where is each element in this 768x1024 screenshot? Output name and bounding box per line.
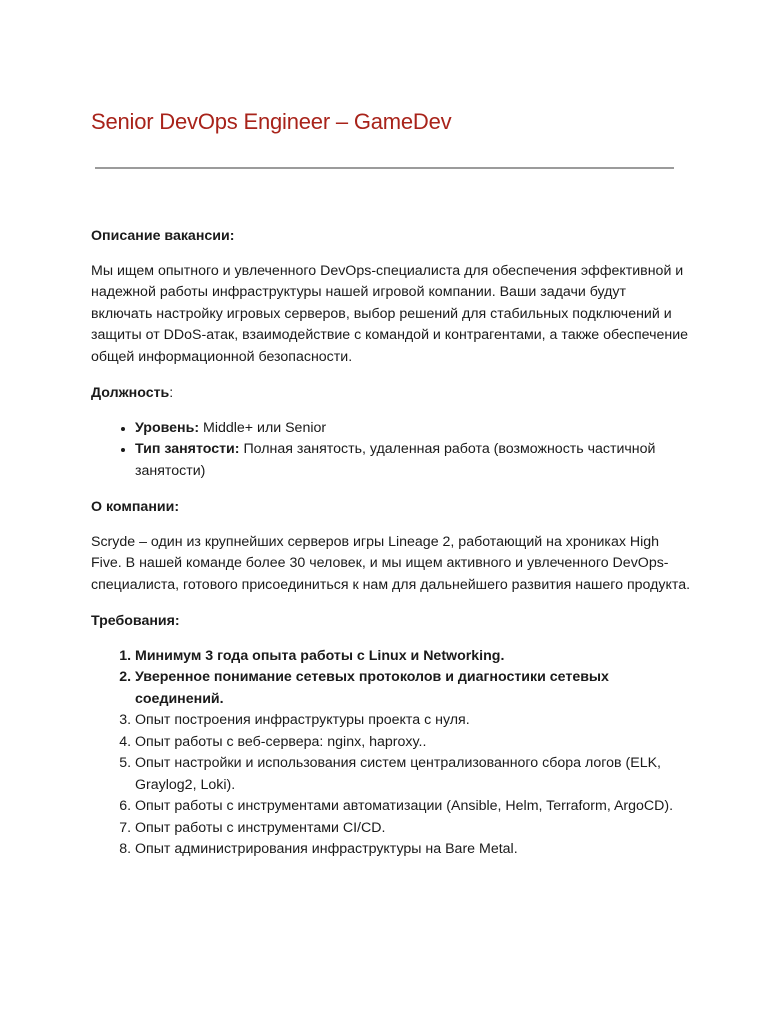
list-item: 6. Опыт работы с инструментами автоматизации (Ansible, Helm, Terraform, ArgoCD). <box>135 796 691 818</box>
company-text: Scryde – один из крупнейших серверов игры Lineage 2, работающий на хрониках High Five. В нашей команде более 30 человек, и мы ищем активного и увлеченного DevOps-специалиста, готового присоединиться к нам для дальнейшего развития нашего продукта. <box>91 533 691 593</box>
position-heading-label: Должность <box>91 385 170 401</box>
company-heading: О компании: <box>91 499 180 515</box>
description-text: Мы ищем опытного и увлеченного DevOps-специалиста для обеспечения эффективной и надежной работы инфраструктуры нашей игровой компании. Ваши задачи будут включать настройку игровых серверов, выбор решений для стабильных подключений и защиты от DDoS-атак, взаимодействие с командой и контрагентами, а также обеспечение общей информационной безопасности. <box>91 262 689 365</box>
position-list <box>91 418 691 483</box>
list-item <box>135 439 691 482</box>
list-item: 7. Опыт работы с инструментами CI/CD. <box>135 818 691 840</box>
requirements-heading: Требования: <box>91 613 180 629</box>
document-body <box>91 226 691 861</box>
employment-label: Тип занятости: <box>135 441 240 457</box>
requirements-list <box>91 646 691 861</box>
horizontal-divider <box>95 167 674 169</box>
list-item: 4. Опыт работы с веб-сервера: nginx, haproxy.. <box>135 732 691 754</box>
list-item: 5. Опыт настройки и использования систем централизованного сбора логов (ELK, Graylog2, Loki). <box>135 753 691 796</box>
level-label: Уровень: <box>135 419 200 436</box>
level-value: Middle+ или Senior <box>199 419 327 436</box>
list-item <box>135 418 691 440</box>
position-heading-colon: : <box>169 385 174 401</box>
list-item: 1. Минимум 3 года опыта работы с Linux и Networking. <box>135 646 691 668</box>
list-item: 3. Опыт построения инфраструктуры проекта с нуля. <box>135 710 691 732</box>
list-item: 8. Опыт администрирования инфраструктуры на Bare Metal. <box>135 839 691 861</box>
description-heading: Описание вакансии: <box>91 228 235 244</box>
list-item: 2. Уверенное понимание сетевых протоколов и диагностики сетевых соединений. <box>135 667 691 710</box>
employment-value: Полная занятость, удаленная работа (возможность частичной занятости) <box>135 441 656 479</box>
position-heading <box>91 383 691 405</box>
job-title: Senior DevOps Engineer – GameDev <box>91 109 452 134</box>
